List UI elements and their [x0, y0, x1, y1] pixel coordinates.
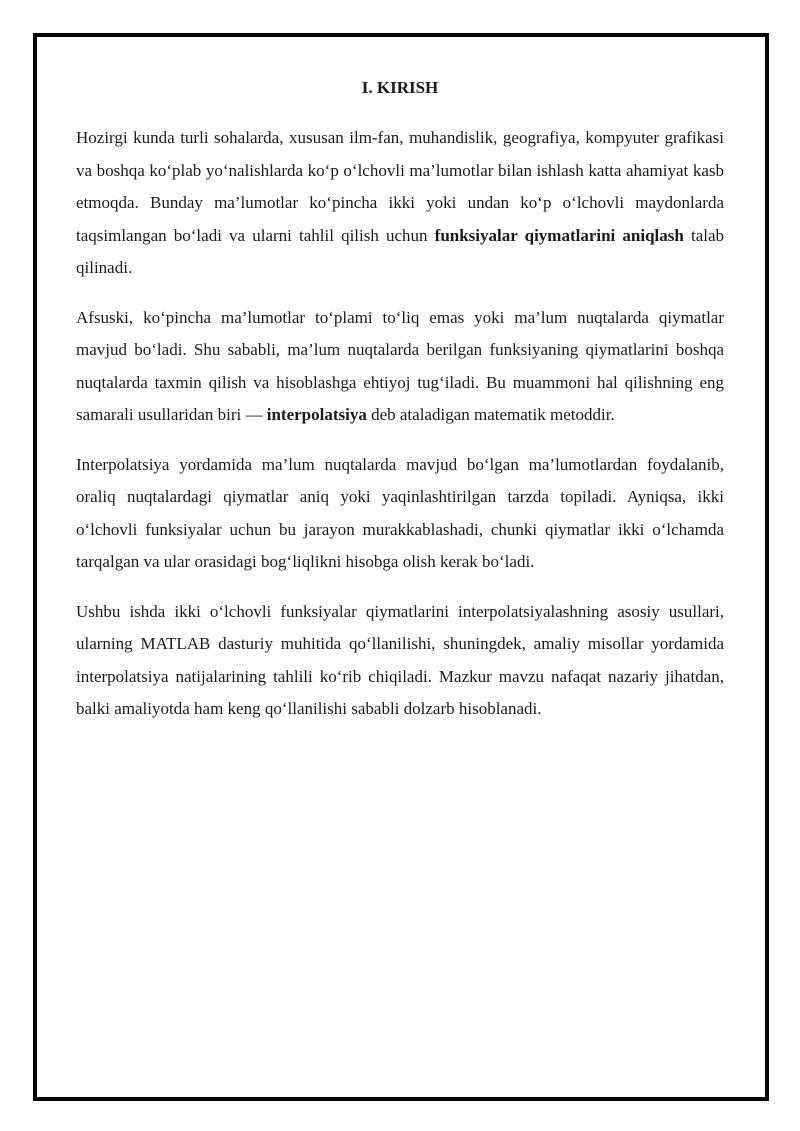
paragraph-1 — [76, 122, 724, 285]
document-body — [76, 74, 724, 743]
paragraph-text: talab qilinadi. — [76, 225, 725, 277]
section-heading: I. KIRISH — [361, 78, 439, 97]
paragraph-text: Interpolatsiya yordamida ma’lum nuqtalarda mavjud bo‘lgan ma’lumotlardan foydalanib, oraliq nuqtalardagi qiymatlar aniq yoki yaqinlashtirilgan tarzda topiladi. Ayniqsa, ikki o‘lchovli funksiyalar uchun bu jarayon murakkablashadi, chunki qiymatlar ikki o‘lchamda tarqalgan va ular orasidagi bog‘liqlikni hisobga olish kerak bo‘ladi. — [76, 454, 724, 571]
paragraph-3 — [76, 449, 724, 579]
paragraph-text: Hozirgi kunda turli sohalarda, xususan ilm-fan, muhandislik, geografiya, kompyuter grafikasi va boshqa ko‘plab yo‘nalishlarda ko‘p o‘lchovli ma’lumotlar bilan ishlash katta ahamiyat kasb etmoqda. Bunday ma’lumotlar ko‘pincha ikki yoki undan ko‘p o‘lchovli maydonlarda taqsimlangan bo‘ladi va ularni tahlil qilish uchun — [76, 128, 724, 245]
bold-term: interpolatsiya — [266, 405, 367, 424]
paragraph-text: Ushbu ishda ikki o‘lchovli funksiyalar qiymatlarini interpolatsiyalashning asosiy usullari, ularning MATLAB dasturiy muhitida qo‘llanilishi, shuningdek, amaliy misollar yordamida interpolatsiya natijalarining tahlili ko‘rib chiqiladi. Mazkur mavzu nafaqat nazariy jihatdan, balki amaliyotda ham keng qo‘llanilishi sababli dolzarb hisoblanadi. — [76, 601, 724, 718]
paragraph-text: Afsuski, ko‘pincha ma’lumotlar to‘plami to‘liq emas yoki ma’lum nuqtalarda qiymatlar mavjud bo‘ladi. Shu sababli, ma’lum nuqtalarda berilgan funksiyaning qiymatlarini boshqa nuqtalarda taxmin qilish va hisoblashga ehtiyoj tug‘iladi. Bu muammoni hal qilishning eng samarali usullaridan biri — — [76, 307, 724, 424]
bold-term: funksiyalar qiymatlarini aniqlash — [434, 225, 684, 245]
paragraph-4 — [76, 596, 724, 726]
paragraph-text: deb ataladigan matematik metoddir. — [366, 405, 615, 424]
paragraph-2 — [76, 302, 724, 432]
